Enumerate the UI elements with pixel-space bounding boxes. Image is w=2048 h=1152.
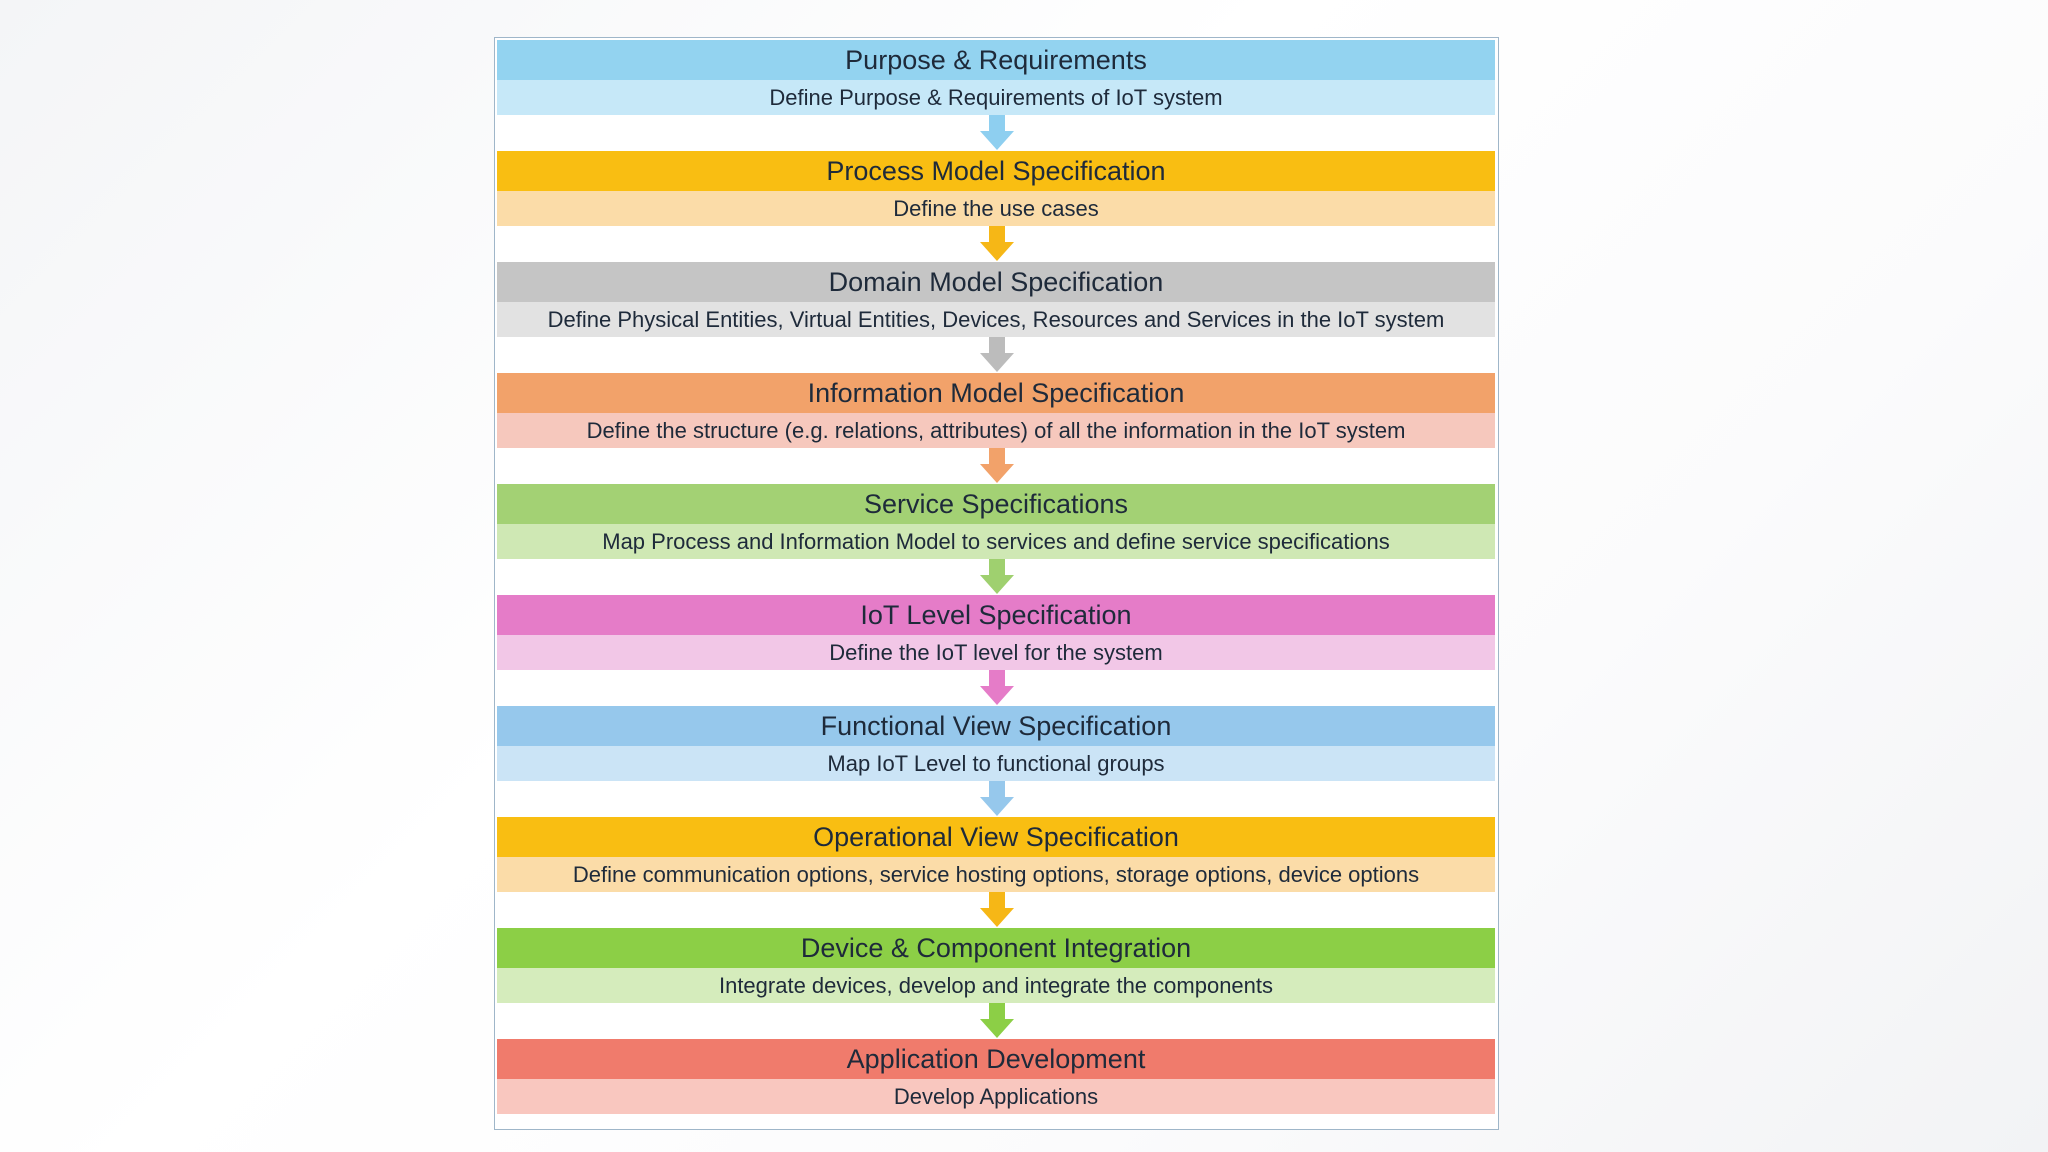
down-arrow-icon	[979, 448, 1015, 484]
step-operational-view	[497, 817, 1495, 892]
step-service-specifications	[497, 484, 1495, 559]
step-title: Service Specifications	[497, 484, 1495, 524]
down-arrow-icon	[979, 115, 1015, 151]
step-description: Integrate devices, develop and integrate the components	[497, 968, 1495, 1003]
step-description: Define Physical Entities, Virtual Entities, Devices, Resources and Services in the IoT system	[497, 302, 1495, 337]
step-application-development	[497, 1039, 1495, 1114]
step-information-model	[497, 373, 1495, 448]
step-title: IoT Level Specification	[497, 595, 1495, 635]
step-process-model	[497, 151, 1495, 226]
step-title: Functional View Specification	[497, 706, 1495, 746]
step-domain-model	[497, 262, 1495, 337]
step-title: Operational View Specification	[497, 817, 1495, 857]
down-arrow-icon	[979, 337, 1015, 373]
down-arrow-icon	[979, 670, 1015, 706]
step-title: Device & Component Integration	[497, 928, 1495, 968]
down-arrow-icon	[979, 226, 1015, 262]
step-description: Define the structure (e.g. relations, attributes) of all the information in the IoT system	[497, 413, 1495, 448]
methodology-diagram	[494, 37, 1499, 1130]
step-description: Define the use cases	[497, 191, 1495, 226]
step-description: Define communication options, service hosting options, storage options, device options	[497, 857, 1495, 892]
step-description: Define the IoT level for the system	[497, 635, 1495, 670]
step-purpose-requirements	[497, 40, 1495, 115]
step-title: Process Model Specification	[497, 151, 1495, 191]
down-arrow-icon	[979, 892, 1015, 928]
step-iot-level	[497, 595, 1495, 670]
step-title: Application Development	[497, 1039, 1495, 1079]
down-arrow-icon	[979, 559, 1015, 595]
step-description: Map IoT Level to functional groups	[497, 746, 1495, 781]
down-arrow-icon	[979, 1003, 1015, 1039]
step-description: Map Process and Information Model to services and define service specifications	[497, 524, 1495, 559]
step-title: Domain Model Specification	[497, 262, 1495, 302]
step-title: Purpose & Requirements	[497, 40, 1495, 80]
down-arrow-icon	[979, 781, 1015, 817]
step-device-component-integration	[497, 928, 1495, 1003]
step-title: Information Model Specification	[497, 373, 1495, 413]
step-description: Develop Applications	[497, 1079, 1495, 1114]
step-functional-view	[497, 706, 1495, 781]
step-description: Define Purpose & Requirements of IoT system	[497, 80, 1495, 115]
